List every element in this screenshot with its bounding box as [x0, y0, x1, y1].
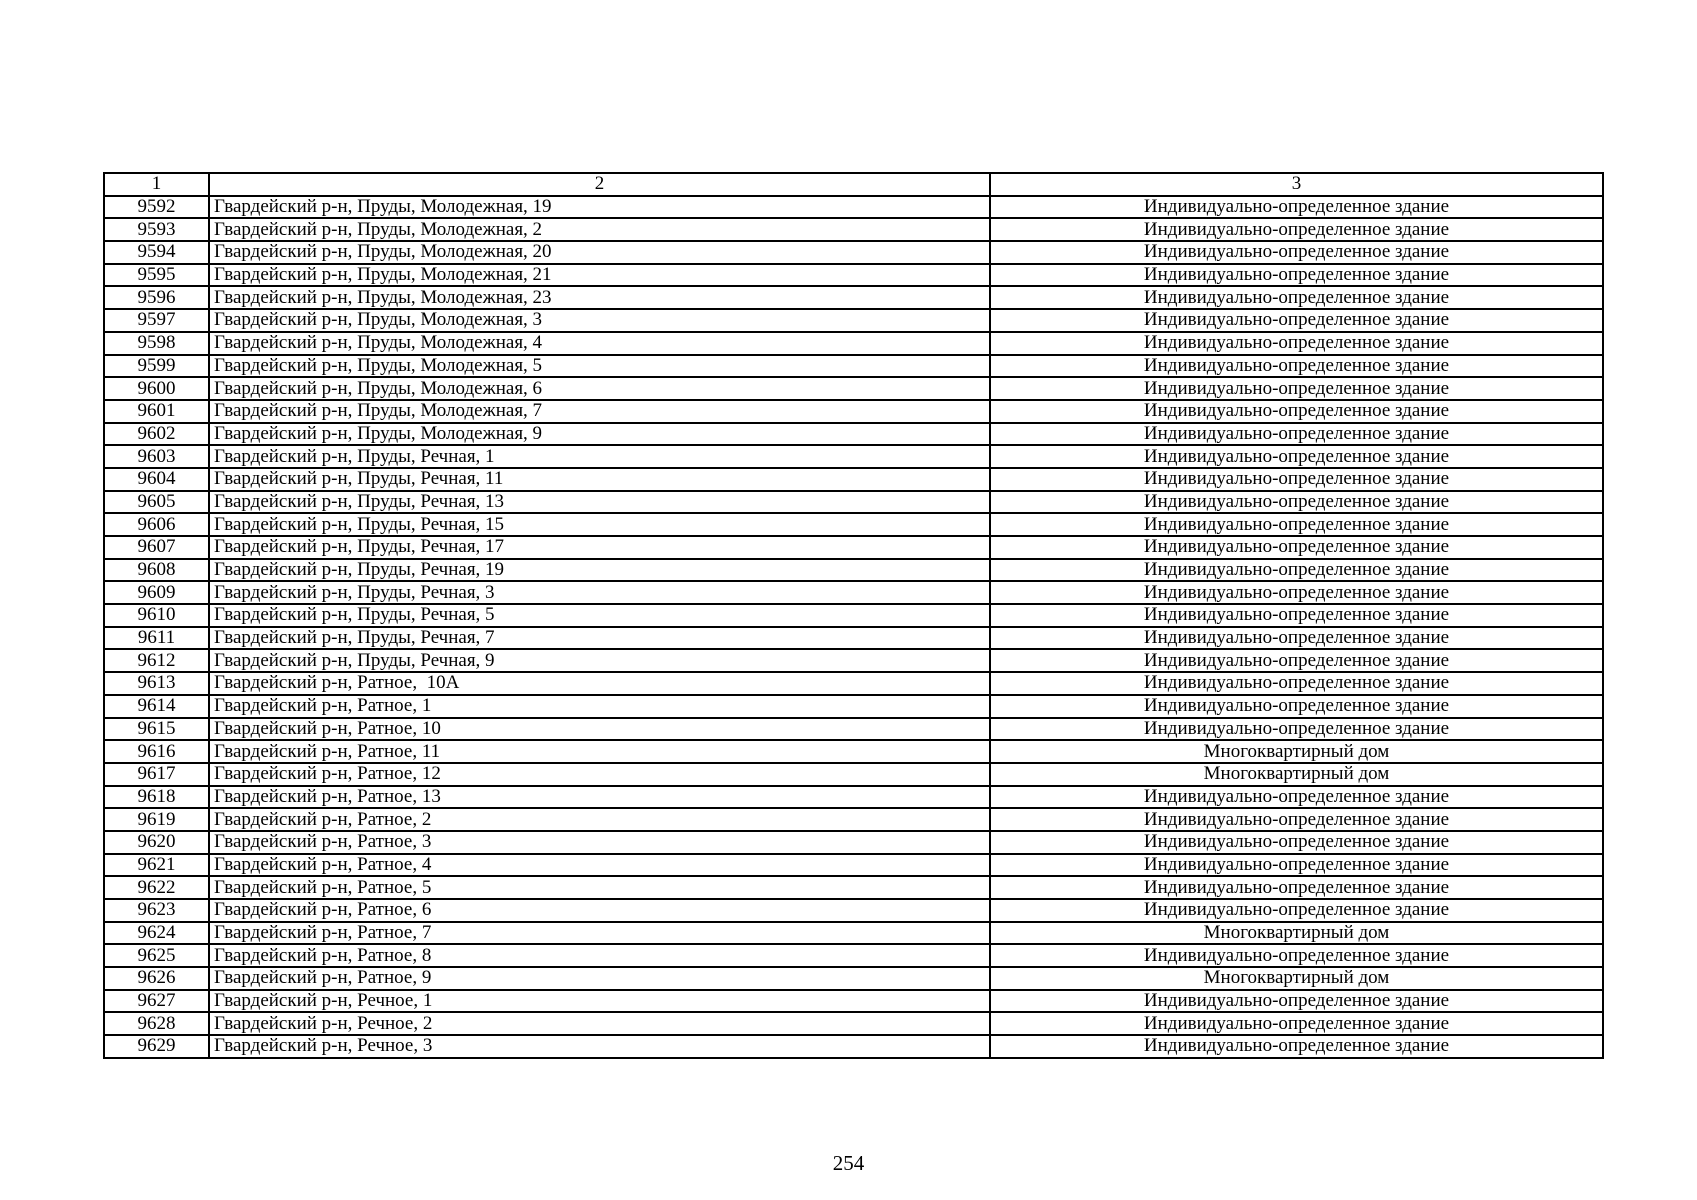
table-row: [104, 649, 1603, 672]
address-cell: Гвардейский р-н, Пруды, Молодежная, 19: [209, 196, 990, 219]
table-row: [104, 264, 1603, 287]
row-number-cell: 9612: [104, 649, 209, 672]
object-type-cell: Многоквартирный дом: [990, 740, 1603, 763]
address-cell: Гвардейский р-н, Ратное, 11: [209, 740, 990, 763]
address-cell: Гвардейский р-н, Пруды, Молодежная, 2: [209, 218, 990, 241]
row-number-cell: 9622: [104, 876, 209, 899]
object-type-cell: Индивидуально-определенное здание: [990, 1012, 1603, 1035]
table-row: [104, 218, 1603, 241]
table-row: [104, 241, 1603, 264]
row-number-cell: 9613: [104, 672, 209, 695]
object-type-cell: Индивидуально-определенное здание: [990, 695, 1603, 718]
row-number-cell: 9593: [104, 218, 209, 241]
row-number-cell: 9607: [104, 536, 209, 559]
address-cell: Гвардейский р-н, Ратное, 6: [209, 899, 990, 922]
table-row: [104, 400, 1603, 423]
object-type-cell: Индивидуально-определенное здание: [990, 377, 1603, 400]
address-cell: Гвардейский р-н, Пруды, Речная, 17: [209, 536, 990, 559]
table-row: [104, 876, 1603, 899]
address-cell: Гвардейский р-н, Ратное, 7: [209, 922, 990, 945]
address-cell: Гвардейский р-н, Пруды, Молодежная, 5: [209, 355, 990, 378]
table-row: [104, 604, 1603, 627]
object-type-cell: Индивидуально-определенное здание: [990, 672, 1603, 695]
header-row: [104, 173, 1603, 196]
address-cell: Гвардейский р-н, Пруды, Молодежная, 3: [209, 309, 990, 332]
object-type-cell: Индивидуально-определенное здание: [990, 559, 1603, 582]
address-cell: Гвардейский р-н, Ратное, 8: [209, 944, 990, 967]
address-cell: Гвардейский р-н, Ратное, 9: [209, 967, 990, 990]
row-number-cell: 9600: [104, 377, 209, 400]
address-cell: Гвардейский р-н, Пруды, Молодежная, 23: [209, 286, 990, 309]
address-cell: Гвардейский р-н, Пруды, Речная, 7: [209, 627, 990, 650]
object-type-cell: Многоквартирный дом: [990, 763, 1603, 786]
row-number-cell: 9606: [104, 513, 209, 536]
table-row: [104, 536, 1603, 559]
table-row: [104, 1012, 1603, 1035]
address-cell: Гвардейский р-н, Пруды, Речная, 13: [209, 491, 990, 514]
table-row: [104, 831, 1603, 854]
table-row: [104, 922, 1603, 945]
table-row: [104, 718, 1603, 741]
object-type-cell: Индивидуально-определенное здание: [990, 332, 1603, 355]
object-type-cell: Индивидуально-определенное здание: [990, 581, 1603, 604]
address-cell: Гвардейский р-н, Речное, 2: [209, 1012, 990, 1035]
address-cell: Гвардейский р-н, Пруды, Речная, 15: [209, 513, 990, 536]
row-number-cell: 9625: [104, 944, 209, 967]
row-number-cell: 9617: [104, 763, 209, 786]
row-number-cell: 9602: [104, 423, 209, 446]
table-row: [104, 672, 1603, 695]
row-number-cell: 9603: [104, 445, 209, 468]
table-row: [104, 854, 1603, 877]
address-cell: Гвардейский р-н, Ратное, 1: [209, 695, 990, 718]
address-cell: Гвардейский р-н, Ратное, 4: [209, 854, 990, 877]
row-number-cell: 9627: [104, 990, 209, 1013]
object-type-cell: Индивидуально-определенное здание: [990, 944, 1603, 967]
table-row: [104, 559, 1603, 582]
object-type-cell: Индивидуально-определенное здание: [990, 400, 1603, 423]
table-row: [104, 309, 1603, 332]
object-type-cell: Индивидуально-определенное здание: [990, 445, 1603, 468]
row-number-cell: 9595: [104, 264, 209, 287]
address-cell: Гвардейский р-н, Ратное, 12: [209, 763, 990, 786]
address-cell: Гвардейский р-н, Пруды, Молодежная, 21: [209, 264, 990, 287]
object-type-cell: Индивидуально-определенное здание: [990, 286, 1603, 309]
row-number-cell: 9599: [104, 355, 209, 378]
object-type-cell: Индивидуально-определенное здание: [990, 876, 1603, 899]
object-type-cell: Многоквартирный дом: [990, 922, 1603, 945]
table-row: [104, 491, 1603, 514]
row-number-cell: 9610: [104, 604, 209, 627]
row-number-cell: 9605: [104, 491, 209, 514]
table-row: [104, 423, 1603, 446]
object-type-cell: Индивидуально-определенное здание: [990, 718, 1603, 741]
table-row: [104, 468, 1603, 491]
table-row: [104, 786, 1603, 809]
table-row: [104, 967, 1603, 990]
table-row: [104, 196, 1603, 219]
table-row: [104, 899, 1603, 922]
object-type-cell: Индивидуально-определенное здание: [990, 196, 1603, 219]
header-cell-2: 2: [209, 173, 990, 196]
row-number-cell: 9614: [104, 695, 209, 718]
address-cell: Гвардейский р-н, Ратное, 10: [209, 718, 990, 741]
header-cell-1: 1: [104, 173, 209, 196]
header-cell-3: 3: [990, 173, 1603, 196]
address-cell: Гвардейский р-н, Пруды, Речная, 5: [209, 604, 990, 627]
table-row: [104, 377, 1603, 400]
object-type-cell: Индивидуально-определенное здание: [990, 241, 1603, 264]
table-row: [104, 990, 1603, 1013]
table-row: [104, 355, 1603, 378]
table-row: [104, 445, 1603, 468]
table-row: [104, 332, 1603, 355]
address-cell: Гвардейский р-н, Ратное, 10А: [209, 672, 990, 695]
object-type-cell: Индивидуально-определенное здание: [990, 536, 1603, 559]
address-cell: Гвардейский р-н, Пруды, Молодежная, 20: [209, 241, 990, 264]
row-number-cell: 9623: [104, 899, 209, 922]
row-number-cell: 9629: [104, 1035, 209, 1058]
row-number-cell: 9628: [104, 1012, 209, 1035]
row-number-cell: 9615: [104, 718, 209, 741]
table-row: [104, 627, 1603, 650]
object-type-cell: Индивидуально-определенное здание: [990, 468, 1603, 491]
object-type-cell: Индивидуально-определенное здание: [990, 309, 1603, 332]
object-type-cell: Индивидуально-определенное здание: [990, 649, 1603, 672]
row-number-cell: 9598: [104, 332, 209, 355]
table-row: [104, 286, 1603, 309]
address-cell: Гвардейский р-н, Пруды, Речная, 3: [209, 581, 990, 604]
object-type-cell: Индивидуально-определенное здание: [990, 604, 1603, 627]
row-number-cell: 9609: [104, 581, 209, 604]
object-type-cell: Многоквартирный дом: [990, 967, 1603, 990]
row-number-cell: 9601: [104, 400, 209, 423]
address-cell: Гвардейский р-н, Пруды, Молодежная, 9: [209, 423, 990, 446]
row-number-cell: 9626: [104, 967, 209, 990]
table-row: [104, 1035, 1603, 1058]
address-cell: Гвардейский р-н, Речное, 1: [209, 990, 990, 1013]
table-row: [104, 740, 1603, 763]
row-number-cell: 9608: [104, 559, 209, 582]
object-type-cell: Индивидуально-определенное здание: [990, 899, 1603, 922]
address-cell: Гвардейский р-н, Ратное, 5: [209, 876, 990, 899]
row-number-cell: 9618: [104, 786, 209, 809]
row-number-cell: 9619: [104, 808, 209, 831]
object-type-cell: Индивидуально-определенное здание: [990, 808, 1603, 831]
table-row: [104, 581, 1603, 604]
address-cell: Гвардейский р-н, Ратное, 13: [209, 786, 990, 809]
object-type-cell: Индивидуально-определенное здание: [990, 786, 1603, 809]
address-cell: Гвардейский р-н, Пруды, Речная, 19: [209, 559, 990, 582]
address-cell: Гвардейский р-н, Пруды, Речная, 9: [209, 649, 990, 672]
row-number-cell: 9616: [104, 740, 209, 763]
object-type-cell: Индивидуально-определенное здание: [990, 990, 1603, 1013]
address-cell: Гвардейский р-н, Ратное, 3: [209, 831, 990, 854]
address-cell: Гвардейский р-н, Пруды, Молодежная, 4: [209, 332, 990, 355]
row-number-cell: 9611: [104, 627, 209, 650]
table-row: [104, 695, 1603, 718]
row-number-cell: 9592: [104, 196, 209, 219]
object-type-cell: Индивидуально-определенное здание: [990, 355, 1603, 378]
address-cell: Гвардейский р-н, Пруды, Молодежная, 7: [209, 400, 990, 423]
object-type-cell: Индивидуально-определенное здание: [990, 627, 1603, 650]
table-row: [104, 944, 1603, 967]
registry-table-body: [104, 173, 1603, 1058]
row-number-cell: 9620: [104, 831, 209, 854]
registry-table: [103, 172, 1604, 1059]
address-cell: Гвардейский р-н, Пруды, Речная, 1: [209, 445, 990, 468]
table-row: [104, 763, 1603, 786]
address-cell: Гвардейский р-н, Пруды, Речная, 11: [209, 468, 990, 491]
object-type-cell: Индивидуально-определенное здание: [990, 218, 1603, 241]
row-number-cell: 9624: [104, 922, 209, 945]
table-row: [104, 513, 1603, 536]
page-number: 254: [832, 1151, 865, 1175]
object-type-cell: Индивидуально-определенное здание: [990, 491, 1603, 514]
object-type-cell: Индивидуально-определенное здание: [990, 831, 1603, 854]
row-number-cell: 9604: [104, 468, 209, 491]
row-number-cell: 9594: [104, 241, 209, 264]
object-type-cell: Индивидуально-определенное здание: [990, 423, 1603, 446]
object-type-cell: Индивидуально-определенное здание: [990, 1035, 1603, 1058]
object-type-cell: Индивидуально-определенное здание: [990, 513, 1603, 536]
address-cell: Гвардейский р-н, Пруды, Молодежная, 6: [209, 377, 990, 400]
object-type-cell: Индивидуально-определенное здание: [990, 854, 1603, 877]
row-number-cell: 9621: [104, 854, 209, 877]
table-row: [104, 808, 1603, 831]
address-cell: Гвардейский р-н, Речное, 3: [209, 1035, 990, 1058]
row-number-cell: 9596: [104, 286, 209, 309]
row-number-cell: 9597: [104, 309, 209, 332]
address-cell: Гвардейский р-н, Ратное, 2: [209, 808, 990, 831]
object-type-cell: Индивидуально-определенное здание: [990, 264, 1603, 287]
